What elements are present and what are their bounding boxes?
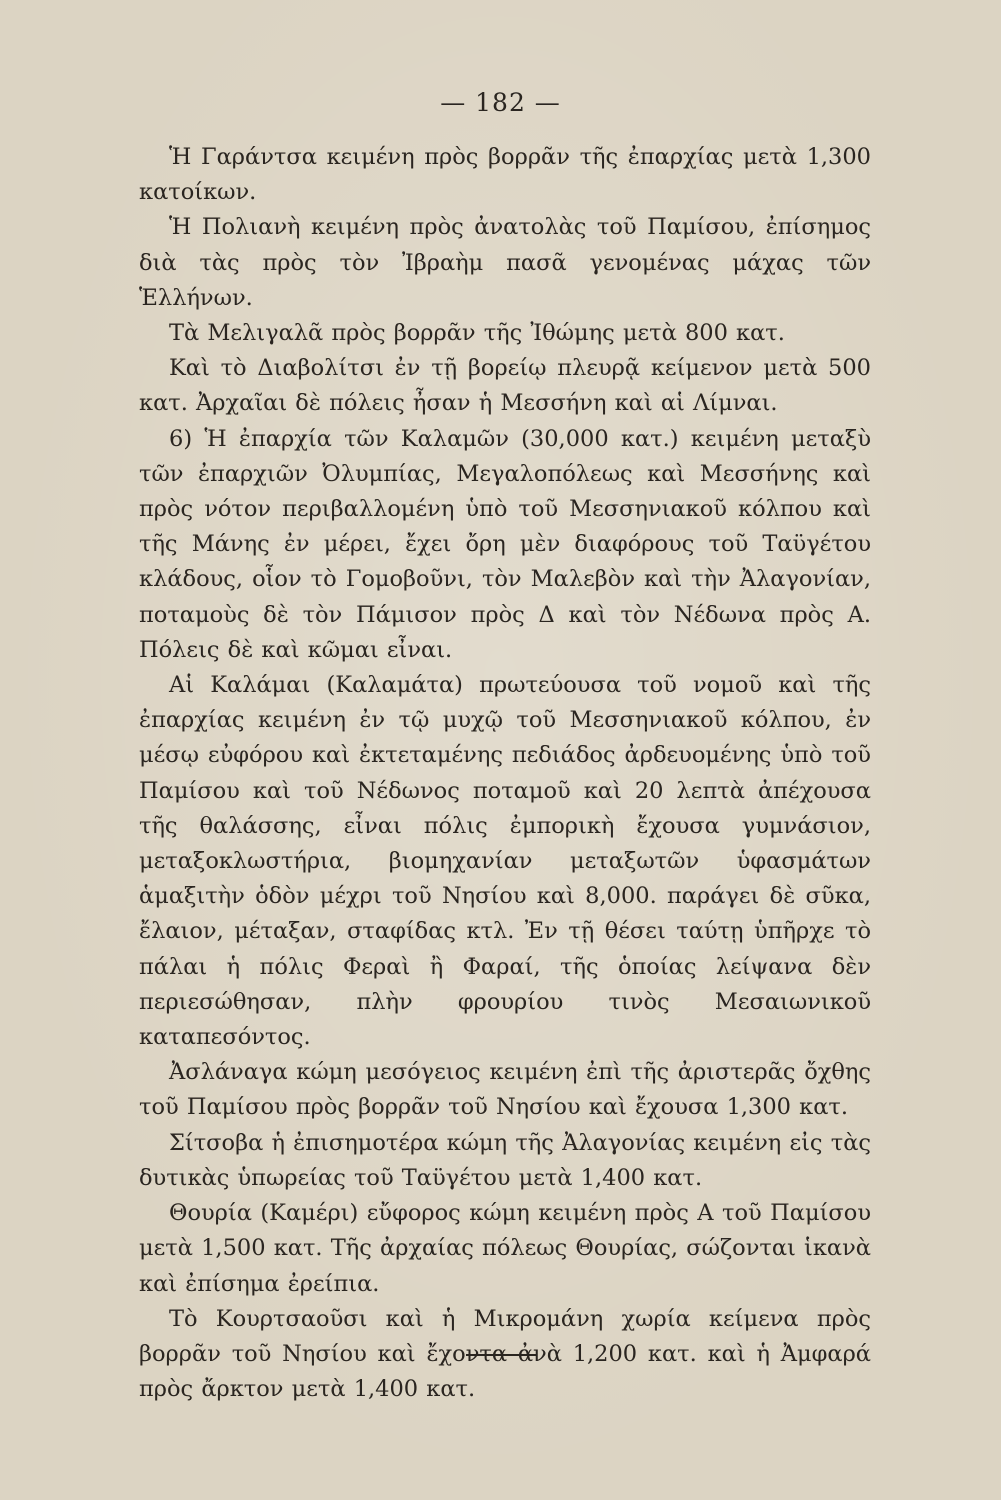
paragraph-meligala: Τὰ Μελιγαλᾶ πρὸς βορρᾶν τῆς Ἰθώμης μετὰ 800 κατ.: [169, 320, 785, 347]
paragraph-diavolitsi: Καὶ τὸ Διαβολίτσι ἐν τῇ βορείῳ πλευρᾷ κείμενον μετὰ 500 κατ. Ἀρχαῖαι δὲ πόλεις ἦσαν ἡ Μεσσήνη καὶ αἱ Λίμναι.: [139, 355, 871, 417]
paragraph-sitsova: Σίτσοβα ἡ ἐπισημοτέρα κώμη τῆς Ἀλαγονίας κειμένη εἰς τὰς δυτικὰς ὑπωρείας τοῦ Ταϋγέτου μετὰ 1,400 κατ.: [139, 1129, 871, 1191]
paragraph-kalamata: Αἱ Καλάμαι (Καλαμάτα) πρωτεύουσα τοῦ νομοῦ καὶ τῆς ἐπαρχίας κειμένη ἐν τῷ μυχῷ τοῦ Μεσσηνιακοῦ κόλπου, ἐν μέσῳ εὐφόρου καὶ ἐκτεταμένης πεδιάδος ἀρδευομένης ὑπὸ τοῦ Παμίσου καὶ τοῦ Νέδωνος ποταμοῦ καὶ 20 λεπτὰ ἀπέχουσα τῆς θαλάσσης, εἶναι πόλις ἐμπορικὴ ἔχουσα γυμνάσιον, μεταξοκλωστήρια, βιομηχανίαν μεταξωτῶν ὑφασμάτων ἁμαξιτὴν ὁδὸν μέχρι τοῦ Νησίου καὶ 8,000. παράγει δὲ σῦκα, ἔλαιον, μέταξαν, σταφίδας κτλ. Ἐν τῇ θέσει ταύτῃ ὑπῆρχε τὸ πάλαι ἡ πόλις Φεραὶ ἢ Φαραί, τῆς ὁποίας λείψανα δὲν περιεσώθησαν, πλὴν φρουρίου τινὸς Μεσαιωνικοῦ καταπεσόντος.: [139, 672, 871, 1051]
paragraph-thouria: Θουρία (Καμέρι) εὔφορος κώμη κειμένη πρὸς Α τοῦ Παμίσου μετὰ 1,500 κατ. Τῆς ἀρχαίας πόλεως Θουρίας, σώζονται ἱκανὰ καὶ ἐπίσημα ἐρείπια.: [139, 1200, 871, 1297]
paragraph-kourtsaousi: Τὸ Κουρτσαοῦσι καὶ ἡ Μικρομάνη χωρία κείμενα πρὸς βορρᾶν τοῦ Νησίου καὶ ἔχοντα ἀνὰ 1,200 κατ. καὶ ἡ Ἀμφαρά πρὸς ἄρκτον μετὰ 1,400 κατ.: [139, 1305, 871, 1403]
body-text: [139, 140, 871, 1407]
paragraph-poliani: Ἡ Πολιανὴ κειμένη πρὸς ἀνατολὰς τοῦ Παμίσου, ἐπίσημος διὰ τὰς πρὸς τὸν Ἰβραὴμ πασᾶ γενομένας μάχας τῶν Ἑλλήνων.: [139, 214, 871, 311]
page-number: — 182 —: [440, 88, 561, 117]
paragraph-aslanaga: Ἀσλάναγα κώμη μεσόγειος κειμένη ἐπὶ τῆς ἀριστερᾶς ὄχθης τοῦ Παμίσου πρὸς βορρᾶν τοῦ Νησίου καὶ ἔχουσα 1,300 κατ.: [139, 1059, 871, 1121]
paragraph-garantsa: Ἡ Γαράντσα κειμένη πρὸς βορρᾶν τῆς ἐπαρχίας μετὰ 1,300 κατοίκων.: [139, 144, 871, 206]
paragraph-kalamai-province: 6) Ἡ ἐπαρχία τῶν Καλαμῶν (30,000 κατ.) κειμένη μεταξὺ τῶν ἐπαρχιῶν Ὀλυμπίας, Μεγαλοπόλεως καὶ Μεσσήνης καὶ πρὸς νότον περιβαλλομένη ὑπὸ τοῦ Μεσσηνιακοῦ κόλπου καὶ τῆς Μάνης ἐν μέρει, ἔχει ὄρη μὲν διαφόρους τοῦ Ταϋγέτου κλάδους, οἷον τὸ Γομοβοῦνι, τὸν Μαλεβὸν καὶ τὴν Ἀλαγονίαν, ποταμοὺς δὲ τὸν Πάμισον πρὸς Δ καὶ τὸν Νέδωνα πρὸς Α. Πόλεις δὲ καὶ κῶμαι εἶναι.: [139, 425, 871, 663]
section-end-rule: [466, 1354, 536, 1356]
